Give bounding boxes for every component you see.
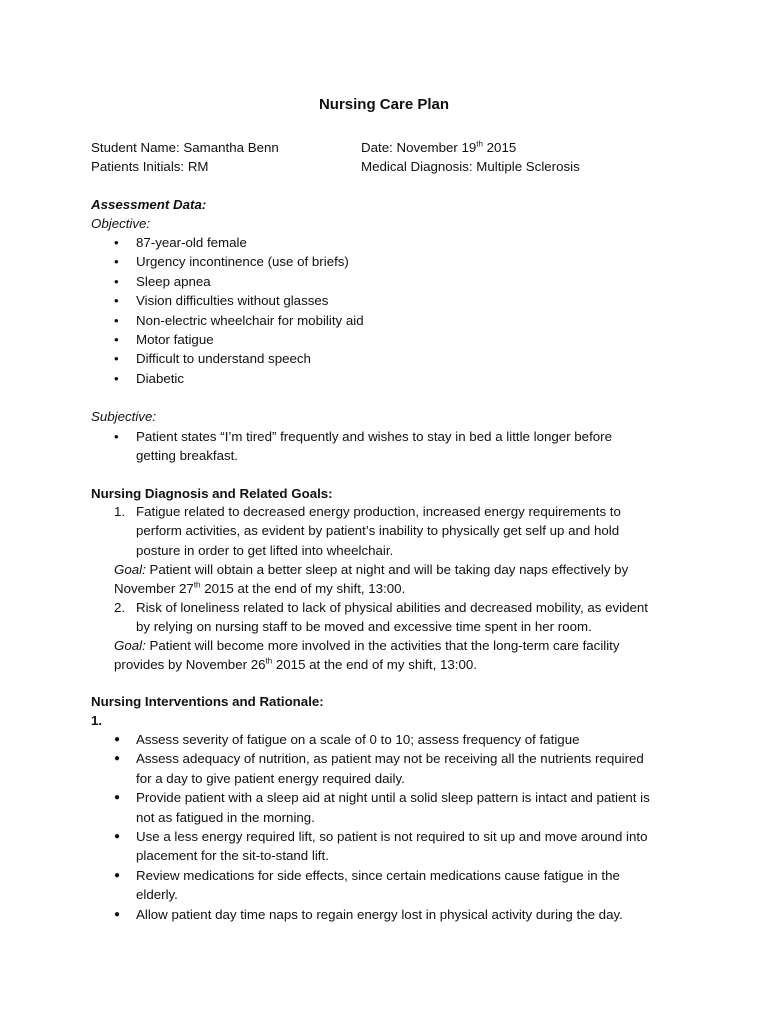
- interventions-heading: Nursing Interventions and Rationale:: [91, 694, 324, 709]
- diagnosis-line: Fatigue related to decreased energy production, increased energy requirements to: [136, 504, 621, 519]
- subjective-list: [114, 427, 612, 466]
- diagnosis-heading: Nursing Diagnosis and Related Goals:: [91, 486, 333, 501]
- list-item: [114, 502, 621, 560]
- medical-diagnosis: Medical Diagnosis: Multiple Sclerosis: [361, 159, 580, 174]
- goal-2: [114, 636, 620, 675]
- assessment-heading: Assessment Data:: [91, 197, 207, 212]
- goal-text: Patient will become more involved in the activities that the long-term care facility: [145, 638, 620, 653]
- list-item: [114, 598, 648, 637]
- subjective-line: getting breakfast.: [136, 448, 239, 464]
- intervention-line: Assess adequacy of nutrition, as patient may not be receiving all the nutrients required: [136, 751, 644, 767]
- goal-text: 2015 at the end of my shift, 13:00.: [200, 581, 406, 597]
- intervention-line: Review medications for side effects, since certain medications cause fatigue in the: [136, 867, 620, 883]
- page-title: Nursing Care Plan: [318, 96, 450, 113]
- goal-text: provides by November 26: [114, 657, 266, 673]
- list-item: • Difficult to understand speech: [114, 349, 364, 368]
- goal-ordinal: th: [265, 656, 273, 666]
- intervention-line: placement for the sit-to-stand lift.: [136, 848, 329, 864]
- diagnosis-line: posture in order to get lifted into wheelchair.: [136, 542, 394, 558]
- list-item: ● Allow patient day time naps to regain energy lost in physical activity during the day.: [114, 905, 650, 924]
- intervention-line: elderly.: [136, 887, 178, 903]
- goal-text: 2015 at the end of my shift, 13:00.: [272, 657, 477, 673]
- interventions-list: [114, 730, 650, 924]
- goal-text: Patient will obtain a better sleep at night and will be taking day naps effectively by: [145, 562, 629, 577]
- objective-list: [114, 233, 364, 388]
- list-item: [114, 827, 650, 866]
- goal-1: [114, 560, 628, 599]
- list-item: • Sleep apnea: [114, 272, 364, 291]
- objective-label: Objective:: [91, 216, 151, 231]
- list-number: 2.: [114, 600, 126, 615]
- diagnosis-line: Risk of loneliness related to lack of physical abilities and decreased mobility, as evident: [136, 600, 648, 615]
- subjective-line: Patient states “I’m tired” frequently and wishes to stay in bed a little longer before: [136, 429, 612, 444]
- goal-text: November 27: [114, 581, 194, 597]
- goal-label: Goal:: [114, 562, 146, 577]
- list-item: • Vision difficulties without glasses: [114, 291, 364, 310]
- goal-ordinal: th: [193, 580, 201, 590]
- list-item: [114, 427, 612, 466]
- list-item: ● Assess severity of fatigue on a scale of 0 to 10; assess frequency of fatigue: [114, 730, 650, 749]
- intervention-line: Use a less energy required lift, so patient is not required to sit up and move around into: [136, 829, 648, 845]
- diagnosis-list-2: [114, 598, 648, 637]
- intervention-line: for a day to give patient energy required daily.: [136, 770, 405, 786]
- date-text: Date: November 19: [361, 140, 477, 155]
- intervention-line: Provide patient with a sleep aid at night until a solid sleep pattern is intact and patient is: [136, 790, 650, 806]
- patient-initials: Patients Initials: RM: [91, 159, 209, 174]
- list-number: 1.: [114, 504, 126, 519]
- date-ordinal: th: [476, 139, 483, 149]
- diagnosis-line: by relying on nursing staff to be moved and excessive time spent in her room.: [136, 619, 592, 635]
- list-item: • Motor fatigue: [114, 330, 364, 349]
- date-year: 2015: [482, 140, 517, 155]
- diagnosis-line: perform activities, as evident by patient’s inability to physically get self up and hold: [136, 523, 620, 539]
- intervention-line: not as fatigued in the morning.: [136, 809, 315, 825]
- interventions-number: 1.: [91, 713, 103, 728]
- list-item: • Non-electric wheelchair for mobility aid: [114, 311, 364, 330]
- goal-label: Goal:: [114, 638, 146, 653]
- date-field: [361, 138, 516, 157]
- subjective-label: Subjective:: [91, 409, 157, 424]
- list-item: • Diabetic: [114, 369, 364, 388]
- diagnosis-list: [114, 502, 621, 560]
- student-name: Student Name: Samantha Benn: [91, 140, 279, 155]
- list-item: [114, 749, 650, 788]
- list-item: • Urgency incontinence (use of briefs): [114, 252, 364, 271]
- list-item: [114, 866, 650, 905]
- list-item: [114, 788, 650, 827]
- list-item: • 87-year-old female: [114, 233, 364, 252]
